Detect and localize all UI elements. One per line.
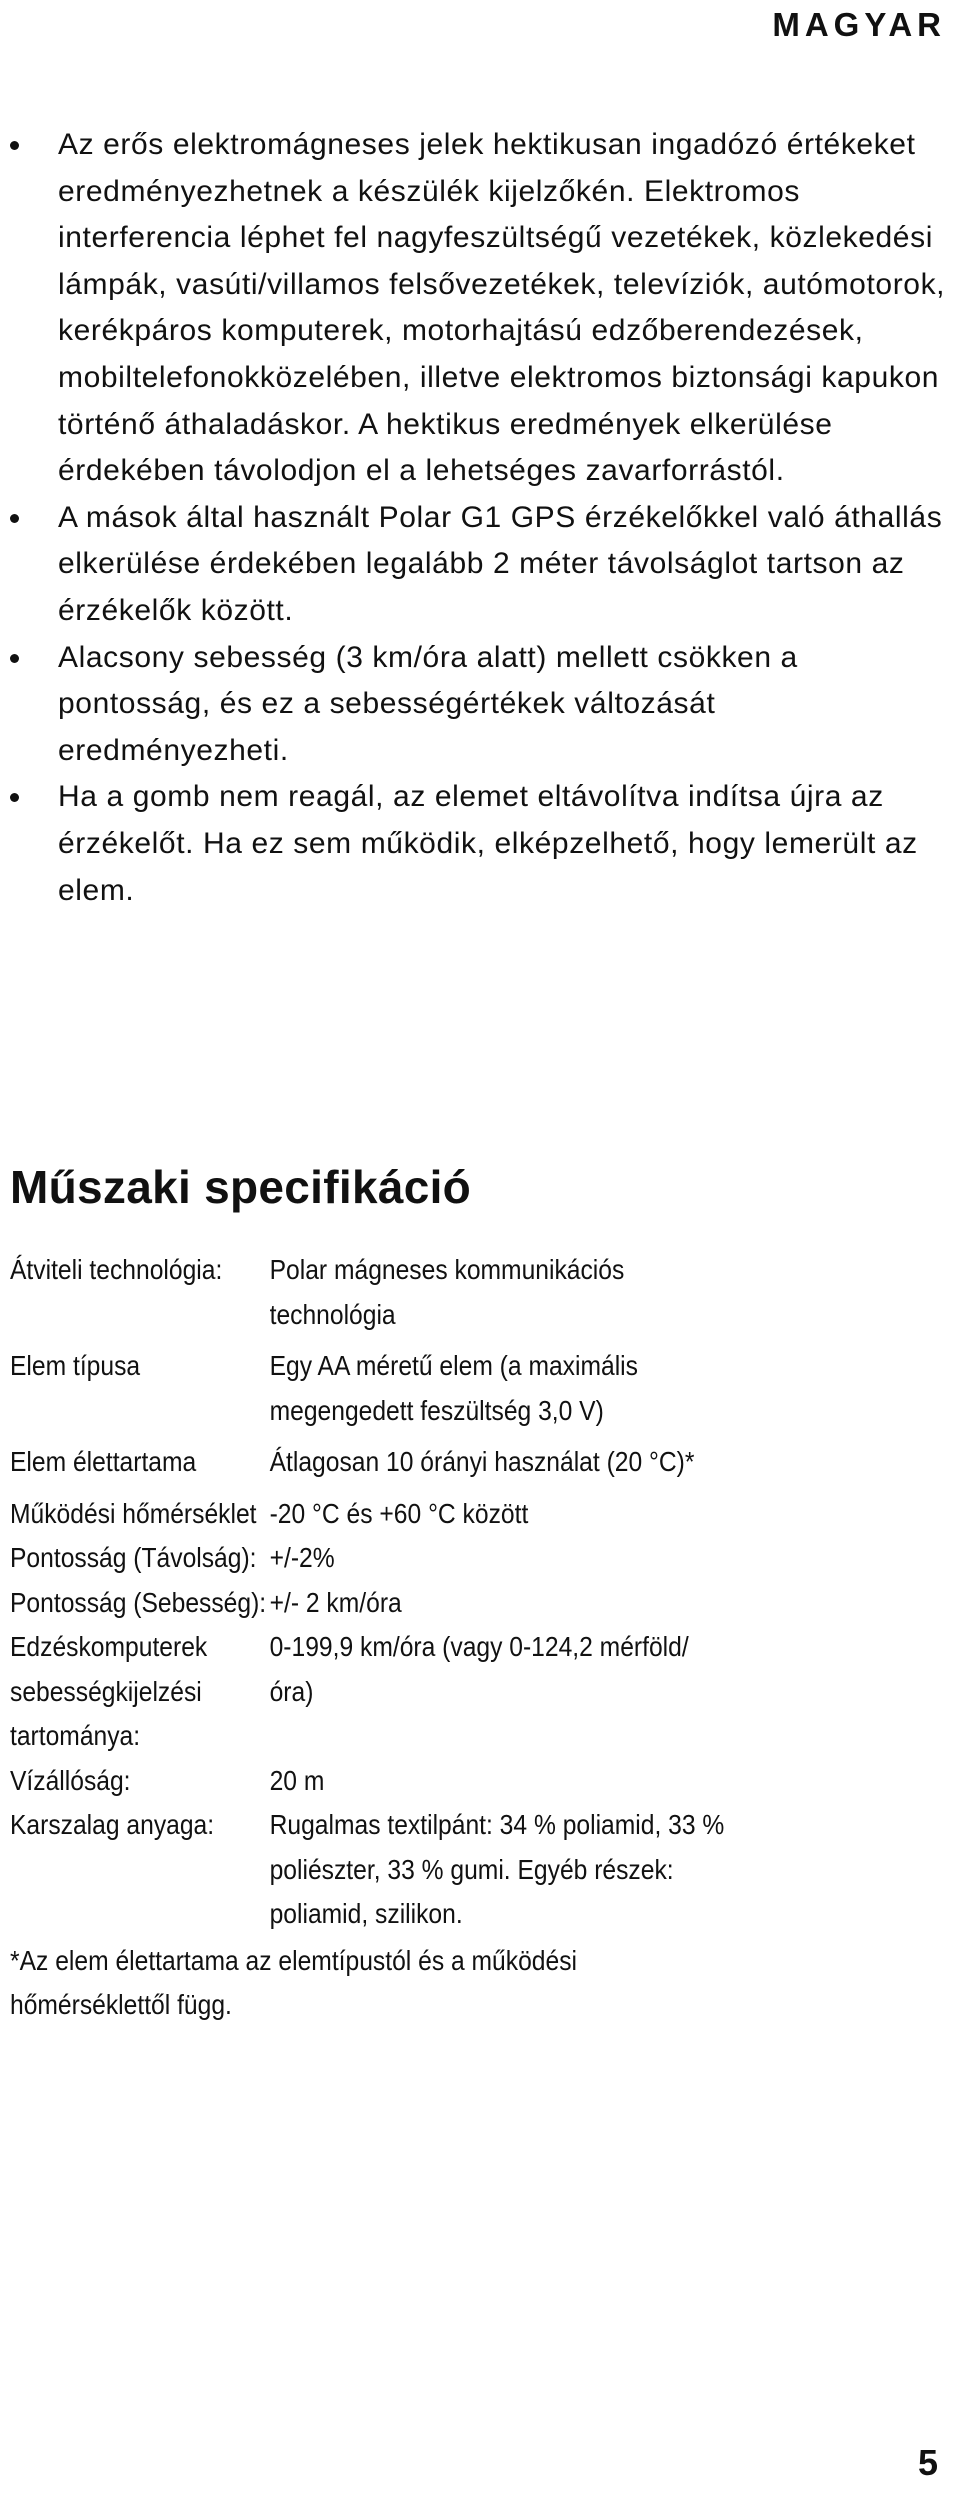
spec-label: Elem típusa [10,1350,141,1381]
bullet-icon [10,793,19,802]
spec-label: Elem élettartama [10,1446,197,1477]
list-item [10,774,950,914]
list-item [10,495,950,635]
spec-label: Működési hőmérséklet [10,1497,257,1529]
spec-label: Edzéskomputerek sebességkijelzési tartománya: [10,1631,208,1751]
notes-bullet-list [10,122,950,914]
list-item [10,635,950,775]
bullet-icon [10,654,19,663]
spec-row [10,1440,837,1485]
spec-label: Vízállóság: [10,1764,131,1796]
spec-value: +/-2% [269,1542,335,1573]
footnote: *Az elem élettartama az elemtípustól és a működési hőmérséklettől függ. [10,1944,577,2020]
spec-value: Átlagosan 10 órányi használat (20 °C)* [269,1446,695,1477]
spec-table [10,1248,837,2028]
spec-row [10,1536,837,1581]
bullet-icon [10,514,19,523]
spec-row [10,1248,837,1337]
bullet-text: Az erős elektromágneses jelek hektikusan ingadózó értékeket eredményezhetnek a készülék kijelzőkén. Elektromos interferencia léphet fel nagyfeszültségű vezetékek, közlekedési lámpák, vasúti/villamos felsővezetékek, televíziók, autómotorok, kerékpáros komputerek, motorhajtású edzőberendezések, mobiltelefonokközelében, illetve elektromos biztonsági kapukon történő áthaladáskor. A hektikus eredmények elkerülése érdekében távolodjon el a lehetséges zavarforrástól. [58,128,946,488]
language-header: MAGYAR [772,6,946,43]
spec-label: Karszalag anyaga: [10,1809,215,1840]
spec-row [10,1759,837,1804]
spec-value: Egy AA méretű elem (a maximális megengedett feszültség 3,0 V) [269,1350,638,1426]
bullet-text: A mások által használt Polar G1 GPS érzékelőkkel való áthallás elkerülése érdekében legalább 2 méter távolságlot tartson az érzékelők között. [58,500,943,627]
list-item [10,122,950,495]
section-title: Műszaki specifikáció [10,1161,472,1213]
spec-value: +/- 2 km/óra [269,1586,402,1618]
bullet-icon [10,141,19,150]
spec-row [10,1803,837,1937]
spec-label: Pontosság (Távolság): [10,1542,257,1573]
spec-row [10,1625,837,1759]
spec-label: Pontosság (Sebesség): [10,1586,267,1618]
spec-value: Rugalmas textilpánt: 34 % poliamid, 33 % poliészter, 33 % gumi. Egyéb részek: poliamid, szilikon. [269,1809,725,1929]
spec-row [10,1344,837,1433]
spec-value: 0-199,9 km/óra (vagy 0-124,2 mérföld/óra) [269,1631,689,1707]
spec-row [10,1492,837,1537]
spec-label: Átviteli technológia: [10,1254,223,1285]
bullet-text: Ha a gomb nem reagál, az elemet eltávolítva indítsa újra az érzékelőt. Ha ez sem működik, elképzelhető, hogy lemerült az elem. [58,780,918,907]
bullet-text: Alacsony sebesség (3 km/óra alatt) mellett csökken a pontosság, és ez a sebességértékek változását eredményezheti. [58,640,798,767]
page-number: 5 [917,2442,938,2483]
spec-row [10,1581,837,1626]
spec-value: Polar mágneses kommunikációs technológia [269,1254,625,1330]
spec-value: -20 °C és +60 °C között [269,1497,529,1529]
spec-value: 20 m [269,1764,325,1796]
